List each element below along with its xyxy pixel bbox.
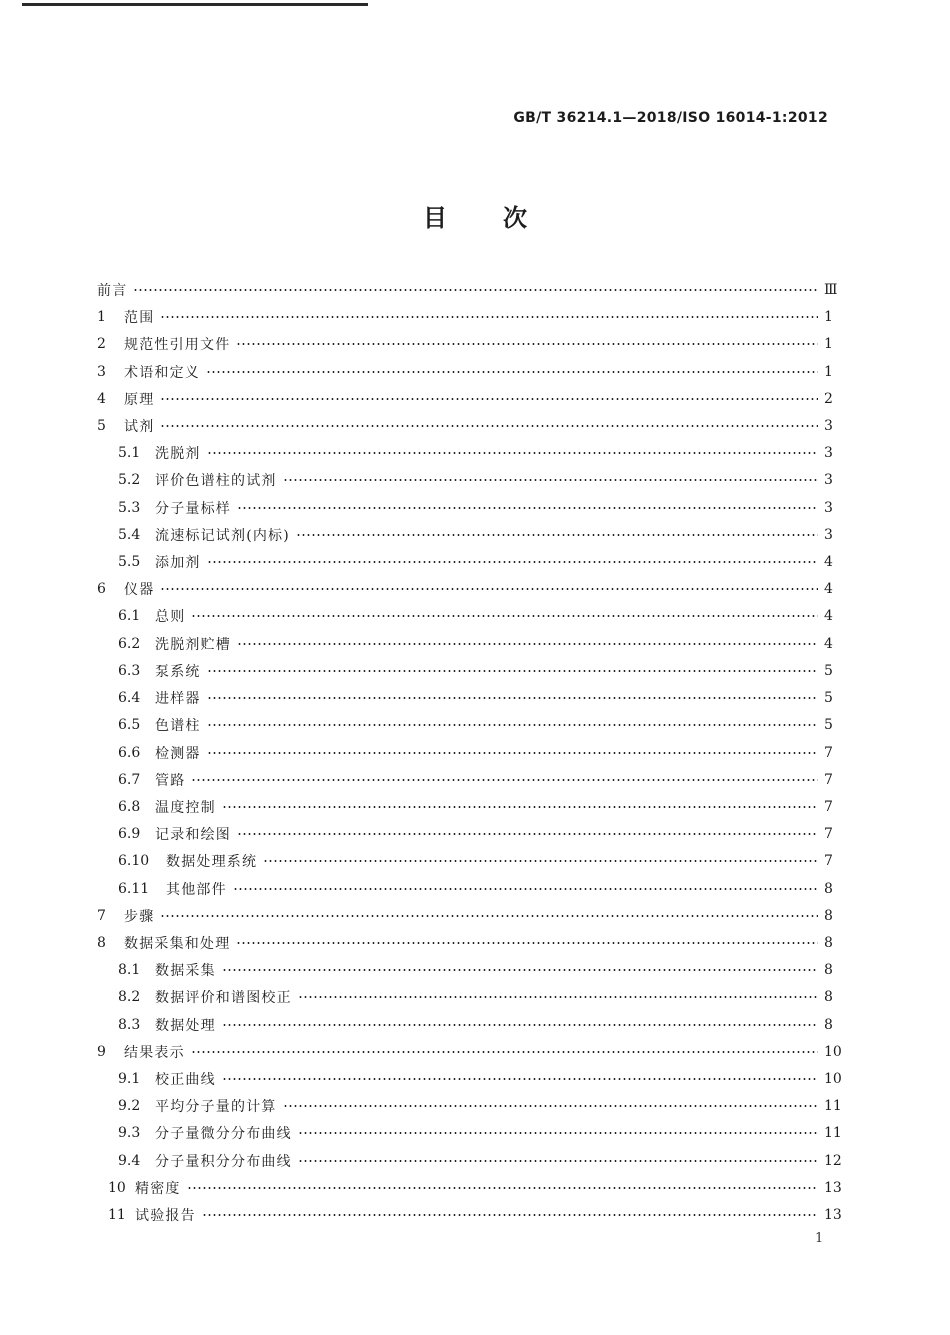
toc-leader-dots bbox=[160, 398, 818, 400]
toc-entry-page: 4 bbox=[824, 581, 833, 597]
toc-entry-number: 9.4 bbox=[118, 1153, 141, 1169]
toc-entry-label: 数据处理系统 bbox=[166, 854, 258, 870]
toc-entry-page: 8 bbox=[824, 908, 833, 924]
toc-entry[interactable] bbox=[97, 361, 842, 383]
toc-entry-number: 8.3 bbox=[118, 1017, 141, 1033]
toc-entry-number: 2 bbox=[97, 336, 106, 352]
toc-entry-number: 6.6 bbox=[118, 745, 141, 761]
toc-entry-page: Ⅲ bbox=[824, 282, 838, 298]
toc-entry-label: 数据采集和处理 bbox=[124, 936, 231, 952]
toc-leader-dots bbox=[207, 561, 818, 563]
toc-leader-dots bbox=[207, 452, 818, 454]
toc-leader-dots bbox=[222, 1024, 818, 1026]
toc-leader-dots bbox=[263, 860, 818, 862]
toc-leader-dots bbox=[202, 1214, 818, 1216]
toc-entry-page: 13 bbox=[824, 1207, 842, 1223]
toc-entry[interactable] bbox=[97, 415, 842, 437]
toc-entry-label: 结果表示 bbox=[124, 1045, 185, 1061]
toc-entry-page: 11 bbox=[824, 1125, 842, 1141]
toc-entry-label: 分子量积分分布曲线 bbox=[155, 1154, 292, 1170]
toc-entry-number: 9.1 bbox=[118, 1071, 141, 1087]
toc-entry-label: 数据处理 bbox=[155, 1018, 216, 1034]
toc-entry[interactable] bbox=[118, 742, 842, 764]
toc-entry-page: 8 bbox=[824, 962, 833, 978]
toc-entry-page: 12 bbox=[824, 1153, 842, 1169]
toc-entry-label: 步骤 bbox=[124, 909, 155, 925]
toc-entry-number: 6.8 bbox=[118, 799, 141, 815]
toc-entry-page: 3 bbox=[824, 500, 833, 516]
toc-entry-page: 4 bbox=[824, 636, 833, 652]
toc-entry-page: 8 bbox=[824, 935, 833, 951]
toc-entry-label: 术语和定义 bbox=[124, 365, 200, 381]
toc-entry-number: 8 bbox=[97, 935, 106, 951]
standard-code: GB/T 36214.1—2018/ISO 16014-1:2012 bbox=[513, 110, 828, 126]
toc-entry-page: 5 bbox=[824, 717, 833, 733]
toc-entry-page: 7 bbox=[824, 772, 833, 788]
toc-entry-number: 5.1 bbox=[118, 445, 141, 461]
page-number: 1 bbox=[815, 1231, 824, 1246]
toc-leader-dots bbox=[160, 915, 818, 917]
toc-entry-label: 原理 bbox=[124, 392, 155, 408]
toc-entry[interactable] bbox=[118, 986, 842, 1008]
toc-leader-dots bbox=[206, 371, 818, 373]
toc-leader-dots bbox=[298, 996, 818, 998]
toc-entry-number: 7 bbox=[97, 908, 106, 924]
toc-entry-number: 6.5 bbox=[118, 717, 141, 733]
toc-entry-label: 数据采集 bbox=[155, 963, 216, 979]
toc-entry-number: 6.10 bbox=[118, 853, 150, 869]
toc-entry-number: 6.2 bbox=[118, 636, 141, 652]
toc-entry[interactable] bbox=[108, 1177, 842, 1199]
toc-entry-label: 数据评价和谱图校正 bbox=[155, 990, 292, 1006]
toc-entry-label: 其他部件 bbox=[166, 882, 227, 898]
toc-entry-number: 6.9 bbox=[118, 826, 141, 842]
toc-entry[interactable] bbox=[118, 660, 842, 682]
toc-leader-dots bbox=[298, 1132, 818, 1134]
toc-entry-page: 4 bbox=[824, 554, 833, 570]
toc-entry-page: 2 bbox=[824, 391, 833, 407]
toc-entry-label: 总则 bbox=[155, 609, 186, 625]
toc-entry-label: 规范性引用文件 bbox=[124, 337, 231, 353]
toc-entry-label: 进样器 bbox=[155, 691, 201, 707]
toc-entry[interactable] bbox=[97, 333, 842, 355]
toc-leader-dots bbox=[222, 806, 818, 808]
toc-entry-number: 6 bbox=[97, 581, 106, 597]
toc-entry-label: 试剂 bbox=[124, 419, 155, 435]
toc-leader-dots bbox=[207, 724, 818, 726]
toc-entry-page: 7 bbox=[824, 853, 833, 869]
toc-entry-page: 7 bbox=[824, 826, 833, 842]
toc-leader-dots bbox=[207, 670, 818, 672]
toc-entry[interactable] bbox=[118, 1122, 842, 1144]
toc-entry-label: 评价色谱柱的试剂 bbox=[155, 473, 277, 489]
toc-leader-dots bbox=[160, 425, 818, 427]
toc-entry-page: 10 bbox=[824, 1071, 842, 1087]
toc-entry-number: 8.2 bbox=[118, 989, 141, 1005]
toc-leader-dots bbox=[160, 588, 818, 590]
toc-entry-page: 1 bbox=[824, 364, 833, 380]
toc-entry-number: 3 bbox=[97, 364, 106, 380]
toc-leader-dots bbox=[283, 1105, 818, 1107]
toc-entry[interactable] bbox=[118, 497, 842, 519]
toc-entry-number: 4 bbox=[97, 391, 106, 407]
toc-entry-page: 13 bbox=[824, 1180, 842, 1196]
toc-entry-label: 分子量标样 bbox=[155, 501, 231, 517]
toc-entry-number: 5.3 bbox=[118, 500, 141, 516]
toc-entry[interactable] bbox=[118, 633, 842, 655]
toc-entry-number: 6.1 bbox=[118, 608, 141, 624]
toc-entry-label: 流速标记试剂(内标) bbox=[155, 528, 290, 544]
toc-entry-label: 添加剂 bbox=[155, 555, 201, 571]
toc-entry-label: 校正曲线 bbox=[155, 1072, 216, 1088]
toc-entry[interactable] bbox=[118, 551, 842, 573]
toc-entry-number: 5.4 bbox=[118, 527, 141, 543]
toc-entry[interactable] bbox=[97, 578, 842, 600]
toc-leader-dots bbox=[237, 833, 818, 835]
toc-leader-dots bbox=[222, 969, 818, 971]
toc-entry-label: 洗脱剂贮槽 bbox=[155, 637, 231, 653]
toc-entry-page: 1 bbox=[824, 309, 833, 325]
toc-entry[interactable] bbox=[108, 1204, 842, 1226]
toc-entry-label: 洗脱剂 bbox=[155, 446, 201, 462]
toc-entry-number: 6.11 bbox=[118, 881, 150, 897]
toc-entry-label: 分子量微分分布曲线 bbox=[155, 1126, 292, 1142]
toc-entry[interactable] bbox=[118, 1150, 842, 1172]
toc-leader-dots bbox=[222, 1078, 818, 1080]
toc-leader-dots bbox=[191, 1051, 818, 1053]
toc-entry[interactable] bbox=[118, 1068, 842, 1090]
toc-leader-dots bbox=[236, 343, 818, 345]
toc-entry-label: 范围 bbox=[124, 310, 155, 326]
toc-entry-number: 10 bbox=[108, 1180, 126, 1196]
toc-entry-number: 8.1 bbox=[118, 962, 141, 978]
toc-entry-number: 5.5 bbox=[118, 554, 141, 570]
toc-leader-dots bbox=[191, 779, 818, 781]
toc-entry[interactable] bbox=[118, 469, 842, 491]
toc-entry-page: 4 bbox=[824, 608, 833, 624]
toc-entry-label: 仪器 bbox=[124, 582, 155, 598]
toc-entry[interactable] bbox=[118, 769, 842, 791]
toc-entry[interactable] bbox=[118, 605, 842, 627]
toc-title-char-2: 次 bbox=[503, 204, 527, 232]
toc-entry-page: 10 bbox=[824, 1044, 842, 1060]
toc-entry-label: 试验报告 bbox=[135, 1208, 196, 1224]
toc-entry[interactable] bbox=[97, 905, 842, 927]
toc-entry-number: 6.3 bbox=[118, 663, 141, 679]
toc-entry-number: 6.7 bbox=[118, 772, 141, 788]
toc-entry-page: 11 bbox=[824, 1098, 842, 1114]
toc-leader-dots bbox=[233, 888, 818, 890]
toc-entry-label: 管路 bbox=[155, 773, 186, 789]
toc-entry-number: 9.2 bbox=[118, 1098, 141, 1114]
toc-leader-dots bbox=[133, 289, 818, 291]
toc-entry[interactable] bbox=[118, 1095, 842, 1117]
toc-entry-label: 记录和绘图 bbox=[155, 827, 231, 843]
toc-leader-dots bbox=[236, 942, 818, 944]
toc-entry-page: 3 bbox=[824, 472, 833, 488]
toc-entry-page: 8 bbox=[824, 1017, 833, 1033]
toc-entry[interactable] bbox=[118, 796, 842, 818]
toc-entry-page: 5 bbox=[824, 663, 833, 679]
toc-entry-label: 泵系统 bbox=[155, 664, 201, 680]
toc-entry-label: 精密度 bbox=[135, 1181, 181, 1197]
toc-leader-dots bbox=[191, 615, 818, 617]
toc-entry-number: 6.4 bbox=[118, 690, 141, 706]
toc-entry[interactable] bbox=[118, 878, 842, 900]
toc-entry-label: 前言 bbox=[97, 283, 128, 299]
toc-leader-dots bbox=[283, 479, 818, 481]
toc-leader-dots bbox=[296, 534, 818, 536]
toc-entry-page: 1 bbox=[824, 336, 833, 352]
toc-entry-number: 5.2 bbox=[118, 472, 141, 488]
toc-entry-number: 11 bbox=[108, 1207, 126, 1223]
toc-entry[interactable] bbox=[118, 1014, 842, 1036]
toc-entry-page: 3 bbox=[824, 527, 833, 543]
toc-entry[interactable] bbox=[118, 714, 842, 736]
toc-entry[interactable] bbox=[118, 823, 842, 845]
toc-entry-label: 色谱柱 bbox=[155, 718, 201, 734]
toc-leader-dots bbox=[160, 316, 818, 318]
toc-entry-page: 3 bbox=[824, 445, 833, 461]
toc-entry-label: 检测器 bbox=[155, 746, 201, 762]
toc-entry[interactable] bbox=[97, 306, 842, 328]
toc-title-char-1: 目 bbox=[423, 204, 447, 232]
toc-entry[interactable] bbox=[97, 932, 842, 954]
toc-entry-page: 8 bbox=[824, 989, 833, 1005]
toc-entry[interactable] bbox=[118, 442, 842, 464]
toc-entry[interactable] bbox=[118, 959, 842, 981]
toc-entry-page: 7 bbox=[824, 799, 833, 815]
toc-entry-number: 9.3 bbox=[118, 1125, 141, 1141]
toc-leader-dots bbox=[237, 507, 818, 509]
toc-entry[interactable] bbox=[118, 687, 842, 709]
toc-leader-dots bbox=[187, 1187, 818, 1189]
toc-entry-page: 5 bbox=[824, 690, 833, 706]
toc-entry[interactable] bbox=[97, 388, 842, 410]
toc-entry[interactable] bbox=[118, 850, 842, 872]
toc-leader-dots bbox=[237, 643, 818, 645]
toc-entry-number: 5 bbox=[97, 418, 106, 434]
toc-entry-number: 9 bbox=[97, 1044, 106, 1060]
toc-leader-dots bbox=[298, 1160, 818, 1162]
toc-leader-dots bbox=[207, 752, 818, 754]
toc-entry[interactable] bbox=[118, 524, 842, 546]
toc-entry[interactable] bbox=[97, 1041, 842, 1063]
toc-entry-number: 1 bbox=[97, 309, 106, 325]
toc-entry-label: 温度控制 bbox=[155, 800, 216, 816]
toc-entry[interactable] bbox=[97, 279, 842, 301]
toc-leader-dots bbox=[207, 697, 818, 699]
toc-entry-page: 7 bbox=[824, 745, 833, 761]
toc-entry-page: 3 bbox=[824, 418, 833, 434]
toc-entry-page: 8 bbox=[824, 881, 833, 897]
toc-entry-label: 平均分子量的计算 bbox=[155, 1099, 277, 1115]
